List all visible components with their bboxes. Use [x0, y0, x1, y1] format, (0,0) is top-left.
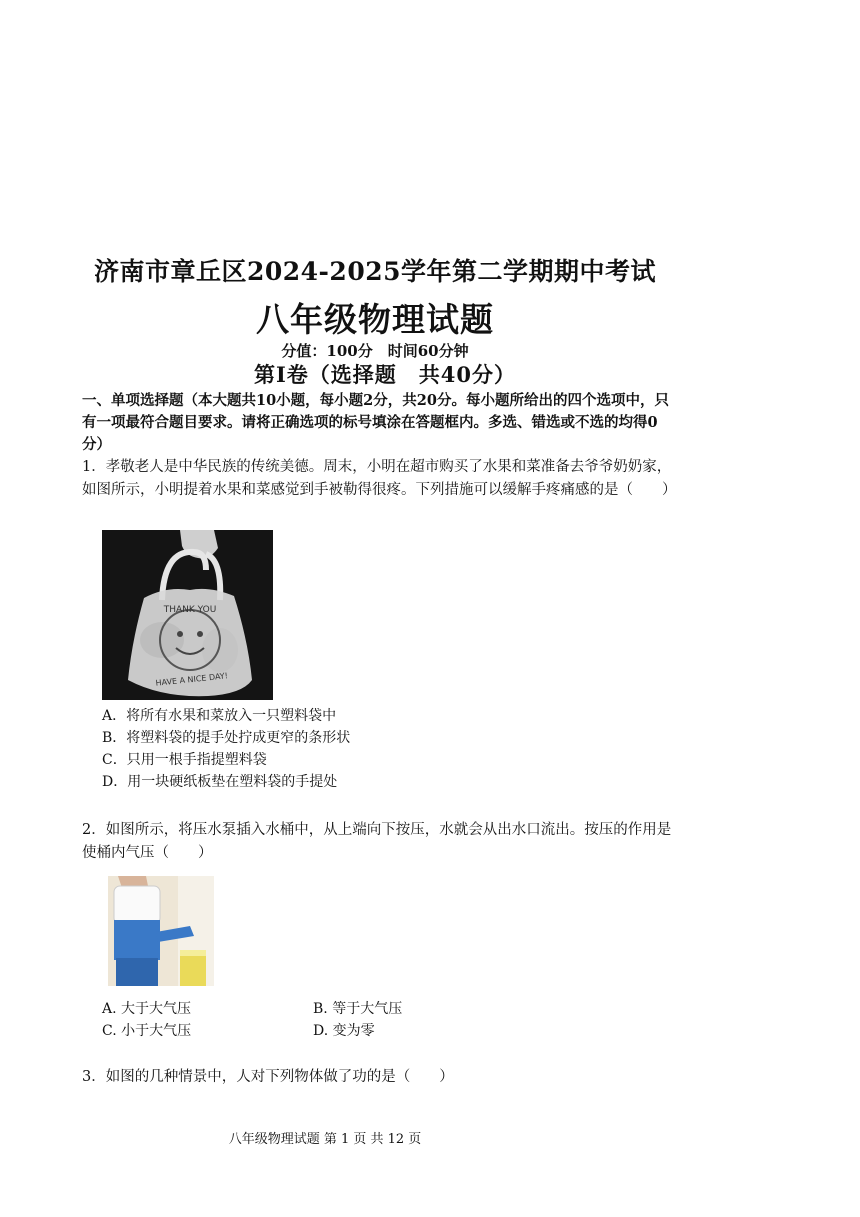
q2-option-a: A. 大于大气压 — [102, 1001, 192, 1017]
instructions: 一、单项选择题（本大题共10小题，每小题2分，共20分。每小题所给出的四个选项中，只有一项最符合题目要求。请将正确选项的标号填涂在答题框内。多选、错选或不选的均得0分） — [82, 392, 669, 453]
score-time: 分值：100分 时间60分钟 — [281, 342, 469, 360]
q1-option-c: C．只用一根手指提塑料袋 — [102, 752, 267, 768]
bag-text-top: THANK YOU — [163, 605, 217, 615]
q2-option-c: C. 小于大气压 — [102, 1023, 192, 1039]
question-3-stem: 3．如图的几种情景中，人对下列物体做了功的是（ ） — [82, 1069, 454, 1085]
section-heading: 第Ⅰ卷（选择题 共40分） — [253, 362, 517, 387]
q2-option-d: D. 变为零 — [313, 1023, 375, 1039]
exam-title: 济南市章丘区2024-2025学年第二学期期中考试 — [93, 257, 657, 286]
q2-option-b: B. 等于大气压 — [313, 1001, 403, 1017]
question-1-stem: 1．孝敬老人是中华民族的传统美德。周末，小明在超市购买了水果和菜准备去爷爷奶奶家，如图所示，小明提着水果和菜感觉到手被勒得很疼。下列措施可以缓解手疼痛感的是（ ） — [82, 459, 677, 498]
q1-option-b: B．将塑料袋的提手处拧成更窄的条形状 — [102, 730, 351, 746]
q1-option-d: D．用一块硬纸板垫在塑料袋的手提处 — [102, 774, 338, 790]
bag-text-bottom: HAVE A NICE DAY! — [155, 671, 229, 688]
page-footer: 八年级物理试题 第 1 页 共 12 页 — [228, 1132, 422, 1147]
subject-title: 八年级物理试题 — [256, 300, 494, 339]
question-2-stem: 2．如图所示，将压水泵插入水桶中，从上端向下按压，水就会从出水口流出。按压的作用是使桶内气压（ ） — [82, 822, 672, 861]
plastic-bag-image — [102, 530, 273, 700]
q1-option-a: A．将所有水果和菜放入一只塑料袋中 — [102, 708, 337, 724]
water-pump-image — [108, 876, 214, 986]
